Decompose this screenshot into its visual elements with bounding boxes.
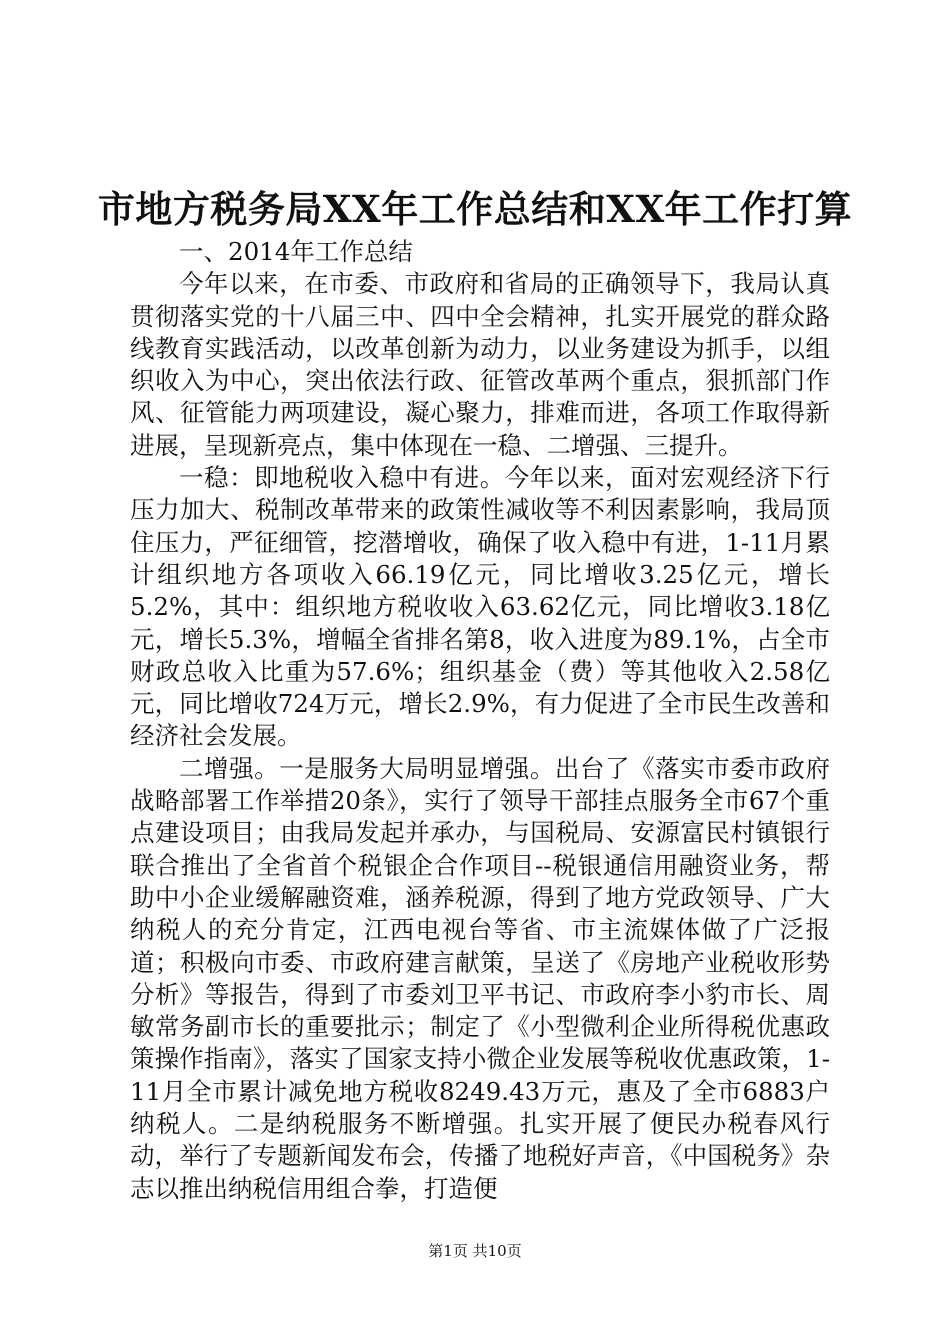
body-paragraph: 今年以来，在市委、市政府和省局的正确领导下，我局认真贯彻落实党的十八届三中、四中全会精神，扎实开展党的群众路线教育实践活动，以改革创新为动力，以业务建设为抓手，以组织收入为中心，突出依法行政、征管改革两个重点，狠抓部门作风、征管能力两项建设，凝心聚力，排难而进，各项工作取得新进展，呈现新亮点，集中体现在一稳、二增强、三提升。	[130, 269, 830, 460]
body-paragraph: 一稳：即地税收入稳中有进。今年以来，面对宏观经济下行压力加大、税制改革带来的政策性减收等不利因素影响，我局顶住压力，严征细管，挖潜增收，确保了收入稳中有进，1-11月累计组织地方各项收入66.19亿元，同比增收3.25亿元，增长5.2%，其中：组织地方税收收入63.62亿元，同比增收3.18亿元，增长5.3%，增幅全省排名第8，收入进度为89.1%，占全市财政总收入比重为57.6%；组织基金（费）等其他收入2.58亿元，同比增收724万元，增长2.9%，有力促进了全市民生改善和经济社会发展。	[130, 463, 830, 751]
section-heading: 一、2014年工作总结	[179, 237, 413, 266]
document-title: 市地方税务局XX年工作总结和XX年工作打算	[97, 187, 853, 231]
page-number-footer: 第1页 共10页	[428, 1242, 522, 1260]
document-body	[130, 236, 830, 1205]
body-paragraph: 二增强。一是服务大局明显增强。出台了《落实市委市政府战略部署工作举措20条》，实行了领导干部挂点服务全市67个重点建设项目；由我局发起并承办，与国税局、安源富民村镇银行联合推出了全省首个税银企合作项目--税银通信用融资业务，帮助中小企业缓解融资难，涵养税源，得到了地方党政领导、广大纳税人的充分肯定，江西电视台等省、市主流媒体做了广泛报道；积极向市委、市政府建言献策，呈送了《房地产业税收形势分析》等报告，得到了市委刘卫平书记、市政府李小豹市长、周敏常务副市长的重要批示；制定了《小型微利企业所得税优惠政策操作指南》，落实了国家支持小微企业发展等税收优惠政策，1-11月全市累计减免地方税收8249.43万元，惠及了全市6883户纳税人。二是纳税服务不断增强。扎实开展了便民办税春风行动，举行了专题新闻发布会，传播了地税好声音，《中国税务》杂志以推出纳税信用组合拳，打造便	[130, 753, 830, 1203]
